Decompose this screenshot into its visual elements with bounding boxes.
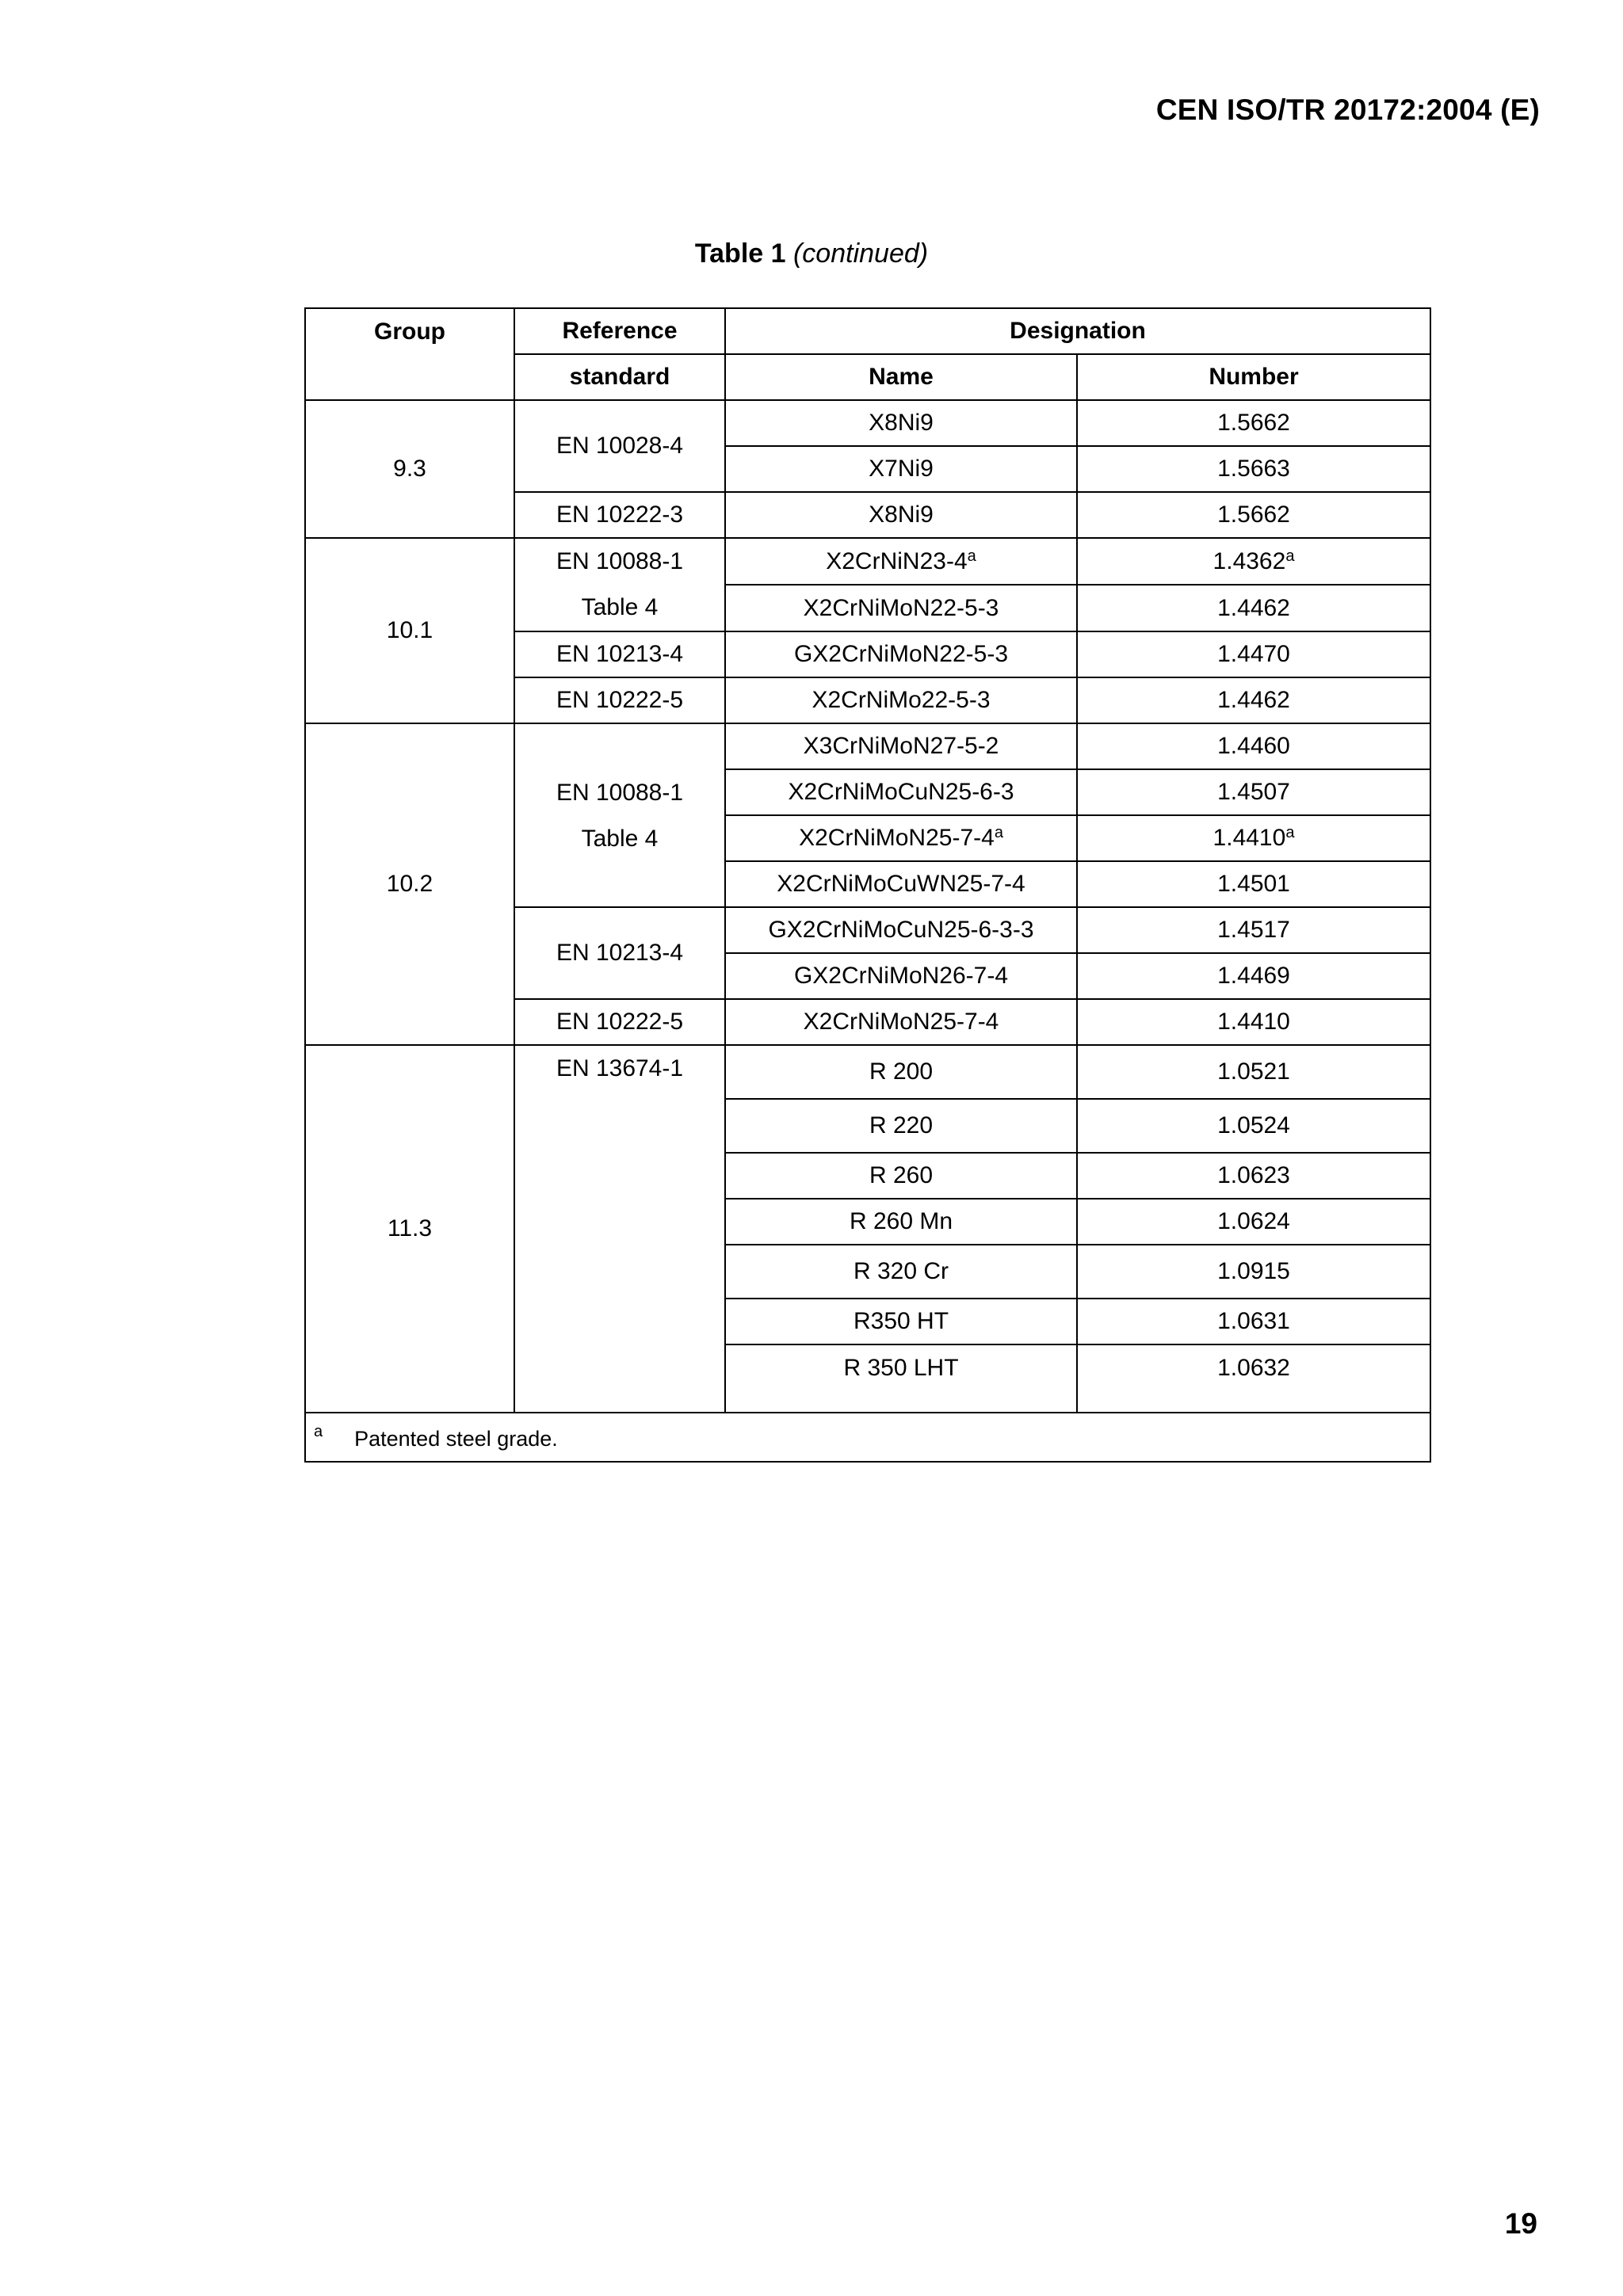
number-cell: 1.0632 xyxy=(1077,1344,1430,1413)
number-cell: 1.0631 xyxy=(1077,1299,1430,1344)
group-cell: 11.3 xyxy=(305,1045,514,1413)
number-cell: 1.4462 xyxy=(1077,677,1430,723)
name-cell: X2CrNiMoCuN25-6-3 xyxy=(725,769,1077,815)
name-cell: R 200 xyxy=(725,1045,1077,1099)
steel-designation-table xyxy=(304,307,1431,1463)
reference-cell: EN 10213-4 xyxy=(514,631,725,677)
name-cell: X7Ni9 xyxy=(725,446,1077,492)
number-cell: 1.0915 xyxy=(1077,1245,1430,1299)
number-cell: 1.4362$^a$ xyxy=(1077,538,1430,585)
number-cell: 1.5662 xyxy=(1077,492,1430,538)
number-cell: 1.0624 xyxy=(1077,1199,1430,1245)
reference-cell: EN 10222-5 xyxy=(514,999,725,1045)
number-cell: 1.4469 xyxy=(1077,953,1430,999)
table-footnote-row xyxy=(305,1413,1430,1462)
header-group: Group xyxy=(305,308,514,400)
reference-cell: EN 10088-1 Table 4 xyxy=(514,723,725,907)
name-cell: X2CrNiMoCuWN25-7-4 xyxy=(725,861,1077,907)
name-cell: GX2CrNiMoN22-5-3 xyxy=(725,631,1077,677)
name-cell: X8Ni9 xyxy=(725,492,1077,538)
reference-cell: EN 10222-5 xyxy=(514,677,725,723)
table-row xyxy=(305,1045,1430,1099)
table-footnote xyxy=(305,1413,1430,1462)
footnote-marker: a xyxy=(967,547,976,565)
footnote-marker: a xyxy=(1285,547,1295,565)
reference-cell: EN 10088-1 Table 4 xyxy=(514,538,725,631)
reference-cell: EN 10213-4 xyxy=(514,907,725,999)
name-cell: R 320 Cr xyxy=(725,1245,1077,1299)
reference-cell: EN 10028-4 xyxy=(514,400,725,492)
number-cell: 1.0521 xyxy=(1077,1045,1430,1099)
header-designation: Designation xyxy=(725,308,1430,354)
name-cell: GX2CrNiMoCuN25-6-3-3 xyxy=(725,907,1077,953)
table-row xyxy=(305,538,1430,585)
page-number: 19 xyxy=(1504,2207,1537,2240)
name-cell: X2CrNiMoN25-7-4$^a$ xyxy=(725,815,1077,861)
name-cell: R 350 LHT xyxy=(725,1344,1077,1413)
number-cell: 1.0524 xyxy=(1077,1099,1430,1153)
number-cell: 1.4517 xyxy=(1077,907,1430,953)
name-cell: X3CrNiMoN27-5-2 xyxy=(725,723,1077,769)
table-caption xyxy=(0,238,1623,269)
name-cell: GX2CrNiMoN26-7-4 xyxy=(725,953,1077,999)
number-cell: 1.0623 xyxy=(1077,1153,1430,1199)
name-cell: R 220 xyxy=(725,1099,1077,1153)
number-cell: 1.4460 xyxy=(1077,723,1430,769)
name-cell: X2CrNiN23-4$^a$ xyxy=(725,538,1077,585)
caption-continued: (continued) xyxy=(792,238,929,269)
name-cell: X2CrNiMoN25-7-4 xyxy=(725,999,1077,1045)
name-cell: R350 HT xyxy=(725,1299,1077,1344)
group-cell: 10.2 xyxy=(305,723,514,1045)
number-cell: 1.4462 xyxy=(1077,585,1430,631)
number-cell: 1.4470 xyxy=(1077,631,1430,677)
header-name: Name xyxy=(725,354,1077,400)
number-cell: 1.4501 xyxy=(1077,861,1430,907)
document-id-header: CEN ISO/TR 20172:2004 (E) xyxy=(1155,93,1540,126)
name-cell: R 260 Mn xyxy=(725,1199,1077,1245)
number-cell: 1.4410 xyxy=(1077,999,1430,1045)
name-cell: R 260 xyxy=(725,1153,1077,1199)
group-cell: 9.3 xyxy=(305,400,514,538)
name-cell: X8Ni9 xyxy=(725,400,1077,446)
table-row xyxy=(305,723,1430,769)
name-cell: X2CrNiMoN22-5-3 xyxy=(725,585,1077,631)
number-cell: 1.5662 xyxy=(1077,400,1430,446)
reference-cell: EN 13674-1 xyxy=(514,1045,725,1413)
reference-cell: EN 10222-3 xyxy=(514,492,725,538)
header-number: Number xyxy=(1077,354,1430,400)
footnote-marker: a xyxy=(1285,824,1295,841)
group-cell: 10.1 xyxy=(305,538,514,723)
header-reference: Reference xyxy=(514,308,725,354)
header-standard: standard xyxy=(514,354,725,400)
number-cell: 1.5663 xyxy=(1077,446,1430,492)
number-cell: 1.4410$^a$ xyxy=(1077,815,1430,861)
footnote-marker: a xyxy=(994,824,1003,841)
table-row xyxy=(305,400,1430,446)
footnote-mark: a xyxy=(314,1423,323,1441)
name-cell: X2CrNiMo22-5-3 xyxy=(725,677,1077,723)
footnote-text: Patented steel grade. xyxy=(354,1427,558,1451)
caption-title: Table 1 xyxy=(694,238,786,269)
number-cell: 1.4507 xyxy=(1077,769,1430,815)
